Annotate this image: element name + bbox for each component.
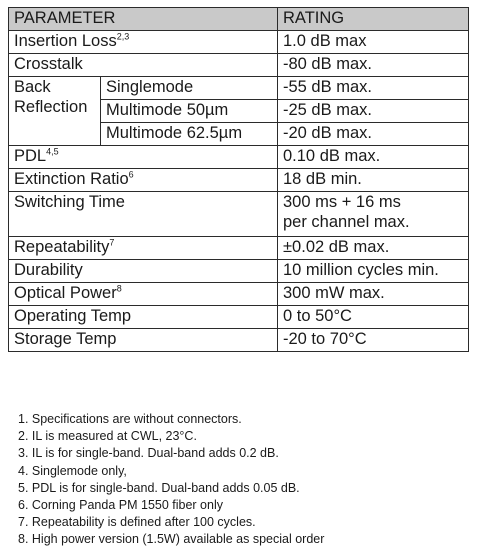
spec-table (8, 7, 469, 352)
param-switching-time: Switching Time (9, 192, 278, 237)
header-parameter: PARAMETER (9, 8, 278, 31)
rating-multimode-62-5: -20 dB max. (278, 123, 469, 146)
rating-pdl: 0.10 dB max. (278, 146, 469, 169)
param-pdl: PDL$^{4,5}$ (9, 146, 278, 169)
param-operating-temp: Operating Temp (9, 306, 278, 329)
param-extinction-ratio: Extinction Ratio$^6$ (9, 169, 278, 192)
param-repeatability: Repeatability$^7$ (9, 237, 278, 260)
table-row (9, 31, 469, 54)
table-row (9, 169, 469, 192)
param-crosstalk: Crosstalk (9, 54, 278, 77)
footnote: 8. High power version (1.5W) available as special order (18, 532, 325, 547)
footnote: 1. Specifications are without connectors. (18, 412, 242, 426)
header-row (9, 8, 469, 31)
rating-operating-temp: 0 to 50°C (278, 306, 469, 329)
param-insertion-loss: Insertion Loss$^{2,3}$ (9, 31, 278, 54)
footnote: 6. Corning Panda PM 1550 fiber only (18, 498, 223, 513)
rating-crosstalk: -80 dB max. (278, 54, 469, 77)
rating-optical-power: 300 mW max. (278, 283, 469, 306)
param-multimode-50: Multimode 50µm (101, 100, 278, 123)
param-durability: Durability (9, 260, 278, 283)
table-row (9, 237, 469, 260)
param-optical-power: Optical Power$^8$ (9, 283, 278, 306)
rating-singlemode: -55 dB max. (278, 77, 469, 100)
rating-extinction-ratio: 18 dB min. (278, 169, 469, 192)
param-back-reflection: Back Reflection (9, 77, 101, 146)
rating-durability: 10 million cycles min. (278, 260, 469, 283)
table-row (9, 192, 469, 237)
param-storage-temp: Storage Temp (9, 329, 278, 352)
table-row (9, 329, 469, 352)
footnote: 2. IL is measured at CWL, 23°C. (18, 429, 197, 444)
footnote: 5. PDL is for single-band. Dual-band adds 0.05 dB. (18, 480, 300, 495)
footnotes (18, 411, 324, 549)
table-row (9, 283, 469, 306)
rating-multimode-50: -25 dB max. (278, 100, 469, 123)
rating-switching-time: 300 ms + 16 ms per channel max. (278, 192, 469, 237)
table-row (9, 260, 469, 283)
rating-repeatability: ±0.02 dB max. (278, 237, 469, 260)
table-row (9, 54, 469, 77)
footnote: 3. IL is for single-band. Dual-band adds 0.2 dB. (18, 446, 279, 461)
rating-storage-temp: -20 to 70°C (278, 329, 469, 352)
header-rating: RATING (278, 8, 469, 31)
table-row (9, 77, 469, 100)
table-row (9, 306, 469, 329)
param-multimode-62-5: Multimode 62.5µm (101, 123, 278, 146)
rating-insertion-loss: 1.0 dB max (278, 31, 469, 54)
footnote: 4. Singlemode only, (18, 463, 127, 478)
param-singlemode: Singlemode (101, 77, 278, 100)
table-row (9, 146, 469, 169)
footnote: 7. Repeatability is defined after 100 cycles. (18, 515, 256, 530)
